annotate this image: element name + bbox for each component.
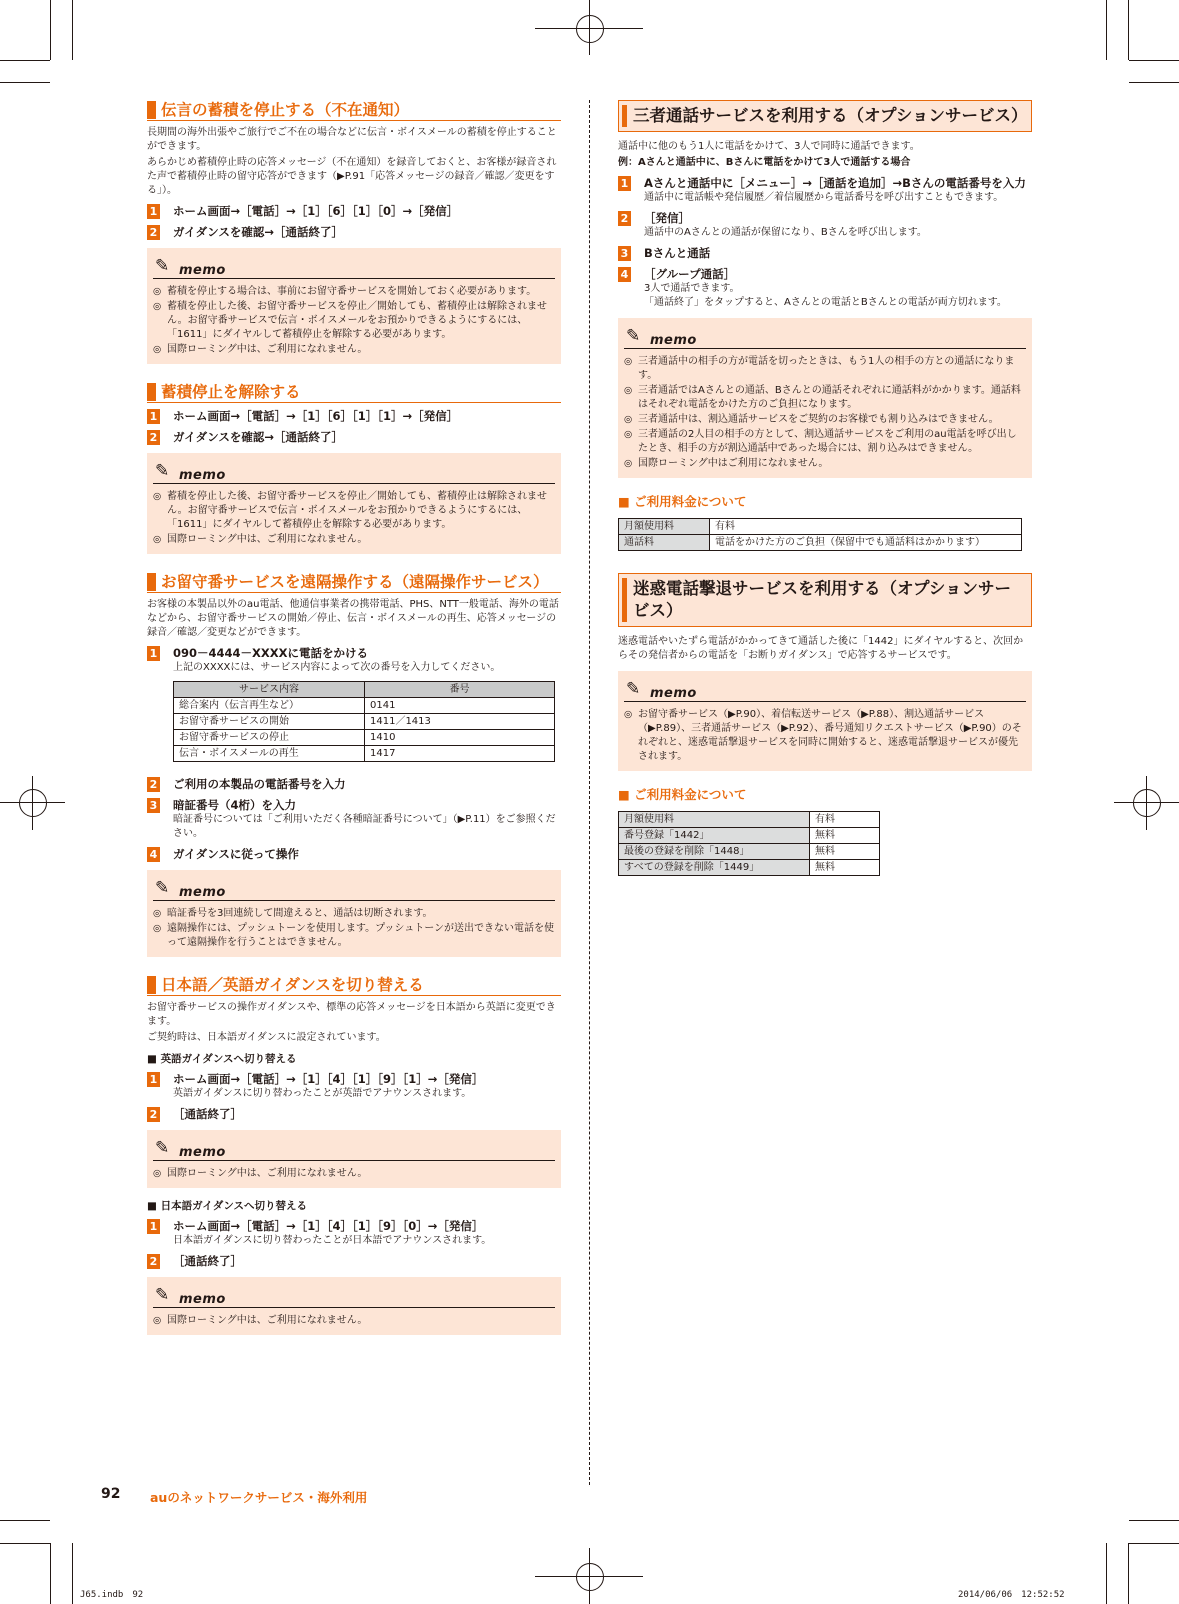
step [618, 210, 1032, 240]
step-title: ガイダンスを確認→［通話終了］ [173, 430, 344, 444]
step-title: 090－4444－XXXXに電話をかける [173, 646, 368, 660]
step [147, 846, 561, 862]
memo-label: memo [179, 263, 226, 278]
paragraph: ご契約時は、日本語ガイダンスに設定されています。 [147, 1032, 386, 1043]
section-title: 蓄積停止を解除する [147, 382, 561, 403]
example-text: 例：Aさんと通話中に、Bさんに電話をかけて3人で通話する場合 [618, 157, 911, 168]
step [618, 266, 1032, 310]
memo-header [153, 256, 555, 279]
step-number: 1 [147, 646, 160, 661]
pencil-icon: ✎ [626, 326, 641, 346]
footer-section-name: auのネットワークサービス・海外利用 [150, 1490, 368, 1505]
paragraph: お留守番サービスの操作ガイダンスや、標準の応答メッセージを日本語から英語に変更できます。 [147, 1002, 556, 1027]
memo-header [153, 878, 555, 901]
step [147, 429, 561, 445]
table-row [174, 746, 555, 762]
step-description: 通話中に電話帳や発信履歴／着信履歴から電話番号を呼び出すこともできます。 [644, 192, 1004, 203]
memo-label: memo [179, 885, 226, 900]
table-cell: 電話をかけた方のご負担（保留中でも通話料はかかります） [710, 535, 1022, 551]
table-row [619, 844, 880, 860]
paragraph: あらかじめ蓄積停止時の応答メッセージ（不在通知）を録音しておくと、お客様が録音された声で蓄積停止時の留守応答ができます（▶P.91「応答メッセージの録音／確認／変更をする」）。 [147, 157, 557, 196]
memo-box [618, 671, 1032, 771]
column-divider [589, 100, 590, 1485]
memo-item: ◎ 蓄積を停止した後、お留守番サービスを停止／開始しても、蓄積停止は解除されません。お留守番サービスで伝言・ボイスメールをお預かりできるようにするには、「1611」にダイヤルして蓄積停止を解除する必要があります。 [153, 300, 555, 342]
pencil-icon: ✎ [155, 878, 170, 898]
step-title: ホーム画面→［電話］→［1］［4］［1］［9］［0］→［発信］ [173, 1219, 484, 1233]
memo-header [153, 1285, 555, 1308]
step-title: ホーム画面→［電話］→［1］［6］［1］［0］→［発信］ [173, 204, 459, 218]
step [147, 1218, 561, 1248]
table-cell: お留守番サービスの停止 [174, 730, 365, 746]
step-title: ［通話終了］ [173, 1107, 242, 1121]
table-header: サービス内容 [174, 682, 365, 698]
right-column [618, 100, 1032, 876]
table-cell: 伝言・ボイスメールの再生 [174, 746, 365, 762]
step-title: ガイダンスを確認→［通話終了］ [173, 225, 344, 239]
table-row [619, 519, 1022, 535]
table-cell: すべての登録を削除「1449」 [619, 860, 810, 876]
print-file-info: J65.indb 92 [80, 1590, 144, 1600]
table-cell: 月額使用料 [619, 812, 810, 828]
step [618, 245, 1032, 261]
table-row [619, 828, 880, 844]
memo-box [147, 453, 561, 554]
step-title: ご利用の本製品の電話番号を入力 [173, 777, 346, 791]
service-number-table [173, 681, 555, 762]
pencil-icon: ✎ [155, 1285, 170, 1305]
step [147, 1071, 561, 1101]
step [618, 175, 1032, 205]
memo-label: memo [179, 1292, 226, 1307]
pencil-icon: ✎ [626, 679, 641, 699]
table-cell: お留守番サービスの開始 [174, 714, 365, 730]
table-cell: 無料 [810, 844, 880, 860]
section-title: 日本語／英語ガイダンスを切り替える [147, 975, 561, 996]
table-cell: 有料 [710, 519, 1022, 535]
page-number: 92 [101, 1486, 121, 1502]
memo-item: ◎ 国際ローミング中は、ご利用になれません。 [153, 1314, 555, 1328]
paragraph: 長期間の海外出張やご旅行でご不在の場合などに伝言・ボイスメールの蓄積を停止することができます。 [147, 127, 557, 152]
step-number: 2 [618, 211, 631, 226]
step-number: 4 [147, 847, 160, 862]
table-header: 番号 [365, 682, 555, 698]
memo-item: ◎ 三者通話中は、割込通話サービスをご契約のお客様でも割り込みはできません。 [624, 413, 1026, 427]
step-description: 英語ガイダンスに切り替わったことが英語でアナウンスされます。 [173, 1088, 472, 1099]
step-title: ホーム画面→［電話］→［1］［6］［1］［1］→［発信］ [173, 409, 459, 423]
step [147, 203, 561, 219]
step-title: ［発信］ [644, 211, 690, 225]
memo-header [153, 1138, 555, 1161]
step-description: 暗証番号については「ご利用いただく各種暗証番号について」（▶P.11）をご参照ください。 [173, 814, 556, 839]
memo-item: ◎ 三者通話中の相手の方が電話を切ったときは、もう1人の相手の方との通話になります。 [624, 355, 1026, 383]
step-number: 2 [147, 1254, 160, 1269]
memo-box [147, 1277, 561, 1335]
section-title: 三者通話サービスを利用する（オプションサービス） [618, 100, 1032, 132]
section-three-way-call [618, 100, 1032, 551]
left-column [147, 100, 561, 1345]
memo-header [153, 461, 555, 484]
step-title: ガイダンスに従って操作 [173, 847, 299, 861]
table-cell: 最後の登録を削除「1448」 [619, 844, 810, 860]
step-title: ［グループ通話］ [644, 267, 736, 281]
table-row [619, 812, 880, 828]
step [147, 645, 561, 675]
step [147, 1106, 561, 1122]
section-title: お留守番サービスを遠隔操作する（遠隔操作サービス） [147, 572, 561, 593]
memo-label: memo [650, 686, 697, 701]
memo-box [147, 870, 561, 957]
table-cell: 1417 [365, 746, 555, 762]
memo-item: ◎ 国際ローミング中は、ご利用になれません。 [153, 533, 555, 547]
table-cell: 月額使用料 [619, 519, 710, 535]
step [147, 224, 561, 240]
memo-box [147, 1130, 561, 1188]
memo-label: memo [179, 1145, 226, 1160]
table-cell: 1411／1413 [365, 714, 555, 730]
paragraph: 通話中に他のもう1人に電話をかけて、3人で同時に通話できます。 [618, 141, 920, 152]
memo-item: ◎ お留守番サービス（▶P.90）、着信転送サービス（▶P.88）、割込通話サービス（▶P.89）、三者通話サービス（▶P.92）、番号通知リクエストサービス（▶P.90）のそれぞれと、迷惑電話撃退サービスを同時に開始すると、迷惑電話撃退サービスが優先されます。 [624, 708, 1026, 764]
table-row [174, 714, 555, 730]
pencil-icon: ✎ [155, 1138, 170, 1158]
fee-heading: ■ ご利用料金について [618, 494, 747, 509]
table-row [619, 860, 880, 876]
memo-item: ◎ 遠隔操作には、プッシュトーンを使用します。プッシュトーンが送出できない電話を使って遠隔操作を行うことはできません。 [153, 922, 555, 950]
step-number: 1 [147, 1072, 160, 1087]
section-remote-control [147, 572, 561, 957]
step-description: 3人で通話できます。 「通話終了」をタップすると、Aさんとの電話とBさんとの電話が両方切れます。 [644, 283, 1007, 308]
step [147, 776, 561, 792]
table-cell: 通話料 [619, 535, 710, 551]
paragraph: 迷惑電話やいたずら電話がかかってきて通話した後に「1442」にダイヤルすると、次回からその発信者からの電話を「お断りガイダンス」で応答するサービスです。 [618, 636, 1024, 661]
fee-table [618, 518, 1022, 551]
memo-header [624, 326, 1026, 349]
sub-heading: ■ 日本語ガイダンスへ切り替える [147, 1200, 308, 1212]
table-row [619, 535, 1022, 551]
step-title: 暗証番号（4桁）を入力 [173, 798, 297, 812]
table-cell: 無料 [810, 828, 880, 844]
memo-item: ◎ 国際ローミング中は、ご利用になれません。 [153, 343, 555, 357]
step-number: 1 [147, 1219, 160, 1234]
memo-item: ◎ 国際ローミング中はご利用になれません。 [624, 457, 1026, 471]
table-row [174, 698, 555, 714]
step [147, 797, 561, 841]
memo-header [624, 679, 1026, 702]
table-cell: 有料 [810, 812, 880, 828]
step-title: ホーム画面→［電話］→［1］［4］［1］［9］［1］→［発信］ [173, 1072, 484, 1086]
table-cell: 番号登録「1442」 [619, 828, 810, 844]
step-number: 2 [147, 777, 160, 792]
step-title: Aさんと通話中に［メニュー］→［通話を追加］→Bさんの電話番号を入力 [644, 176, 1026, 190]
step-title: Bさんと通話 [644, 246, 711, 260]
section-guidance-language [147, 975, 561, 1335]
step [147, 1253, 561, 1269]
step-number: 1 [147, 409, 160, 424]
memo-item: ◎ 蓄積を停止する場合は、事前にお留守番サービスを開始しておく必要があります。 [153, 285, 555, 299]
memo-box [618, 318, 1032, 478]
step-number: 3 [618, 246, 631, 261]
memo-item: ◎ 三者通話ではAさんとの通話、Bさんとの通話それぞれに通話料がかかります。通話料はそれぞれ電話をかけた方のご負担になります。 [624, 384, 1026, 412]
table-cell: 総合案内（伝言再生など） [174, 698, 365, 714]
print-timestamp: 2014/06/06 12:52:52 [958, 1590, 1065, 1600]
table-header-row [174, 682, 555, 698]
memo-item: ◎ 三者通話の2人目の相手の方として、割込通話サービスをご利用のau電話を呼び出したとき、相手の方が割込通話中であった場合には、割り込みはできません。 [624, 428, 1026, 456]
section-title: 伝言の蓄積を停止する（不在通知） [147, 100, 561, 121]
step-title: ［通話終了］ [173, 1254, 242, 1268]
section-title: 迷惑電話撃退サービスを利用する（オプションサービス） [618, 573, 1032, 627]
memo-item: ◎ 国際ローミング中は、ご利用になれません。 [153, 1167, 555, 1181]
table-cell: 0141 [365, 698, 555, 714]
memo-item: ◎ 蓄積を停止した後、お留守番サービスを停止／開始しても、蓄積停止は解除されません。お留守番サービスで伝言・ボイスメールをお預かりできるようにするには、「1611」にダイヤルして蓄積停止を解除する必要があります。 [153, 490, 555, 532]
memo-item: ◎ 暗証番号を3回連続して間違えると、通話は切断されます。 [153, 907, 555, 921]
table-cell: 無料 [810, 860, 880, 876]
fee-table [618, 811, 880, 876]
table-row [174, 730, 555, 746]
step-number: 4 [618, 267, 631, 282]
step [147, 408, 561, 424]
section-nuisance-call [618, 573, 1032, 876]
pencil-icon: ✎ [155, 461, 170, 481]
memo-label: memo [179, 468, 226, 483]
step-number: 1 [147, 204, 160, 219]
sub-heading: ■ 英語ガイダンスへ切り替える [147, 1053, 297, 1065]
section-cancel-storage-stop [147, 382, 561, 554]
paragraph: お客様の本製品以外のau電話、他通信事業者の携帯電話、PHS、NTT一般電話、海外の電話などから、お留守番サービスの開始／停止、伝言・ボイスメールの再生、応答メッセージの録音／確認／変更などができます。 [147, 599, 559, 638]
step-description: 日本語ガイダンスに切り替わったことが日本語でアナウンスされます。 [173, 1235, 492, 1246]
memo-box [147, 248, 561, 364]
pencil-icon: ✎ [155, 256, 170, 276]
table-cell: 1410 [365, 730, 555, 746]
step-description: 上記のXXXXには、サービス内容によって次の番号を入力してください。 [173, 662, 501, 673]
step-number: 2 [147, 225, 160, 240]
fee-heading: ■ ご利用料金について [618, 787, 747, 802]
step-number: 3 [147, 798, 160, 813]
step-number: 2 [147, 430, 160, 445]
step-number: 1 [618, 176, 631, 191]
section-stop-storage [147, 100, 561, 364]
memo-label: memo [650, 333, 697, 348]
step-number: 2 [147, 1107, 160, 1122]
step-description: 通話中のAさんとの通話が保留になり、Bさんを呼び出します。 [644, 227, 927, 238]
